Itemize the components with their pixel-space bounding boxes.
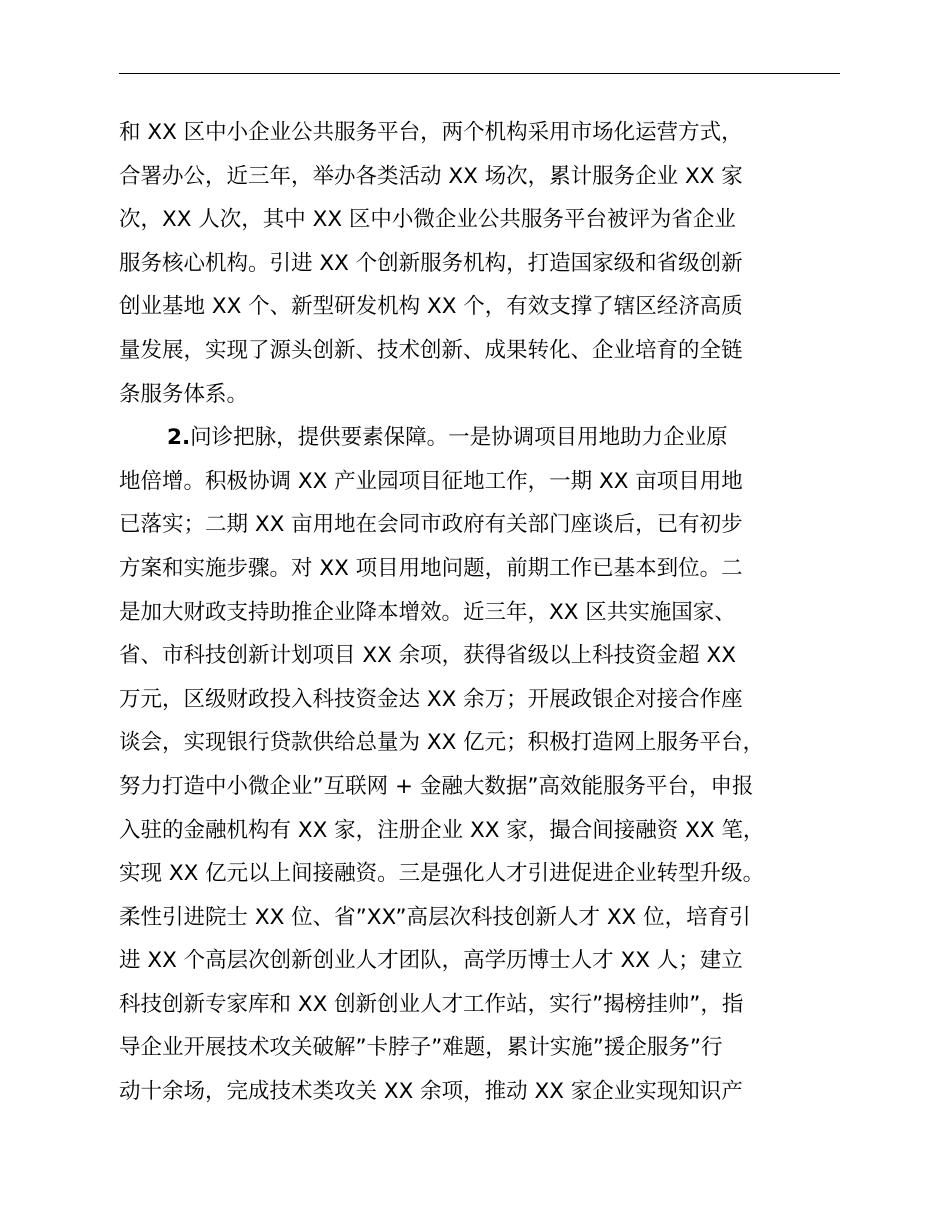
text-line: 谈会，实现银行贷款供给总量为 XX 亿元；积极打造网上服务平台， bbox=[119, 730, 765, 756]
text-line: 方案和实施步骤。对 XX 项目用地问题，前期工作已基本到位。二 bbox=[119, 555, 743, 581]
text-line: 进 XX 个高层次创新创业人才团队，高学历博士人才 XX 人；建立 bbox=[119, 948, 743, 974]
text-line: 万元，区级财政投入科技资金达 XX 余万；开展政银企对接合作座 bbox=[119, 686, 743, 712]
text-line: 入驻的金融机构有 XX 家，注册企业 XX 家，撮合间接融资 XX 笔， bbox=[119, 817, 765, 843]
text-line: 地倍增。积极协调 XX 产业园项目征地工作，一期 XX 亩项目用地 bbox=[119, 468, 743, 494]
text-line: 科技创新专家库和 XX 创新创业人才工作站，实行”揭榜挂帅”，指 bbox=[119, 991, 744, 1017]
text-line: 实现 XX 亿元以上间接融资。三是强化人才引进促进企业转型升级。 bbox=[119, 861, 765, 887]
text-line: 合署办公，近三年，举办各类活动 XX 场次，累计服务企业 XX 家 bbox=[119, 163, 743, 189]
text-line: 条服务体系。 bbox=[119, 381, 249, 407]
text-line: 已落实；二期 XX 亩用地在会同市政府有关部门座谈后，已有初步 bbox=[119, 512, 743, 538]
text-line: 和 XX 区中小企业公共服务平台，两个机构采用市场化运营方式， bbox=[119, 120, 743, 145]
text-line: 次，XX 人次，其中 XX 区中小微企业公共服务平台被评为省企业 bbox=[119, 207, 736, 233]
text-line: 柔性引进院士 XX 位、省”XX”高层次科技创新人才 XX 位，培育引 bbox=[119, 904, 751, 930]
text-line: 量发展，实现了源头创新、技术创新、成果转化、企业培育的全链 bbox=[119, 337, 743, 363]
header-rule bbox=[119, 73, 840, 74]
text-line: 创业基地 XX 个、新型研发机构 XX 个，有效支撑了辖区经济高质 bbox=[119, 294, 743, 320]
paragraph-2-heading-line bbox=[119, 416, 879, 460]
paragraph-number: 2. bbox=[167, 425, 191, 451]
text-line: 是加大财政支持助推企业降本增效。近三年，XX 区共实施国家、 bbox=[119, 599, 736, 625]
text-line: 省、市科技创新计划项目 XX 余项，获得省级以上科技资金超 XX bbox=[119, 643, 736, 669]
text-line: 努力打造中小微企业”互联网 + 金融大数据”高效能服务平台，申报 bbox=[119, 773, 754, 799]
paragraph-2-first-text: 问诊把脉，提供要素保障。一是协调项目用地助力企业原 bbox=[190, 425, 728, 451]
document-body bbox=[119, 111, 879, 1114]
text-line: 服务核心机构。引进 XX 个创新服务机构，打造国家级和省级创新 bbox=[119, 250, 743, 276]
text-line: 导企业开展技术攻关破解”卡脖子”难题，累计实施”援企服务”行 bbox=[119, 1035, 723, 1061]
text-line: 动十余场，完成技术类攻关 XX 余项，推动 XX 家企业实现知识产 bbox=[119, 1079, 743, 1105]
